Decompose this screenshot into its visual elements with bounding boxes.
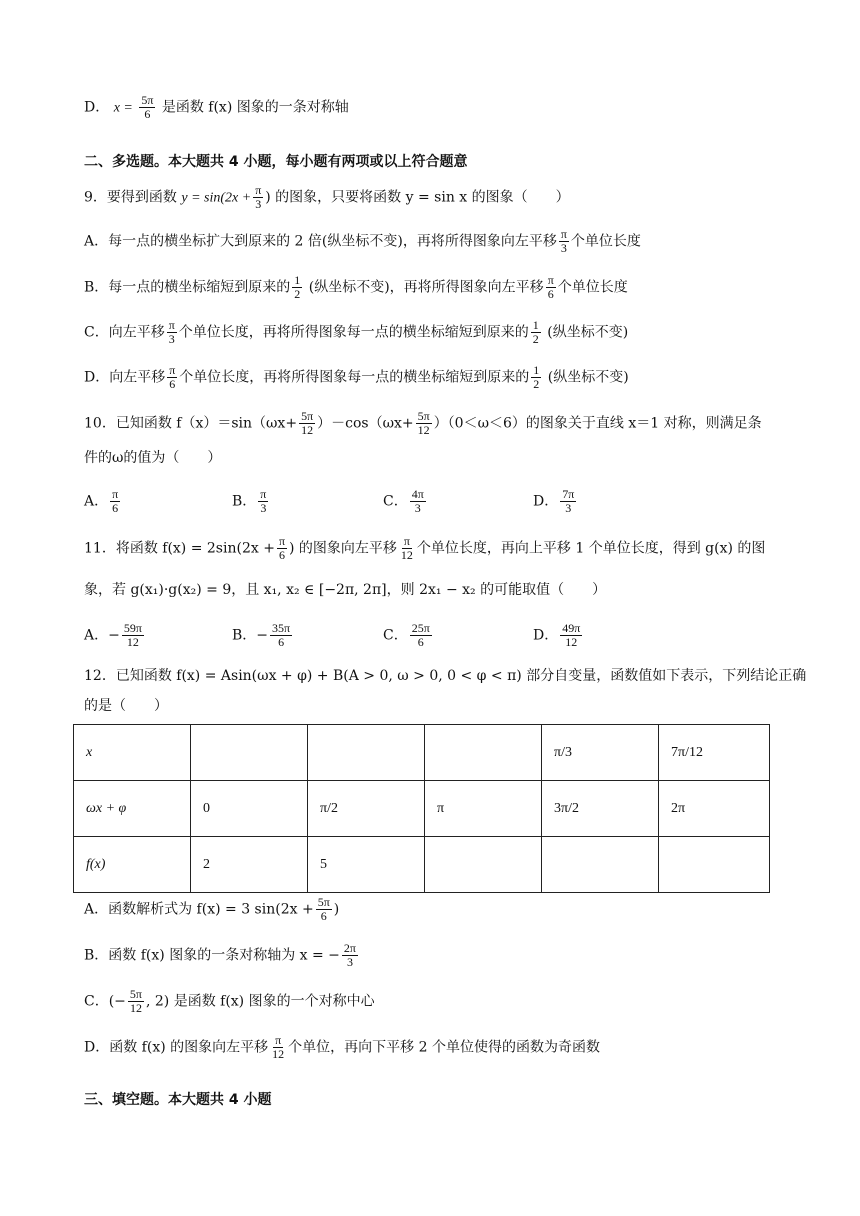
denominator: 3 xyxy=(260,501,267,515)
denominator: 2 xyxy=(294,287,301,301)
q11-stem-cont: 象，若 g(x₁)·g(x₂) = 9，且 x₁, x₂ ∈ [−2π, 2π]，则 2x₁ − x₂ 的可能取值（ ） xyxy=(84,582,607,598)
option-label: C． xyxy=(383,627,408,644)
table-row xyxy=(74,725,770,781)
table-cell: x xyxy=(74,725,191,781)
fraction xyxy=(560,488,576,515)
fraction xyxy=(399,535,415,562)
numerator: π xyxy=(560,227,567,241)
denominator: 12 xyxy=(129,1001,142,1015)
q9-option-c xyxy=(84,319,628,346)
q8-option-d xyxy=(84,94,349,121)
denominator: 2 xyxy=(533,377,540,391)
denominator: 3 xyxy=(414,501,421,515)
option-text: A．每一点的横坐标扩大到原来的 2 倍(纵坐标不变)，再将所得图象向左平移 xyxy=(84,233,557,250)
sign: − xyxy=(256,627,269,644)
denominator: 6 xyxy=(320,909,327,923)
denominator: 6 xyxy=(278,548,285,562)
fraction xyxy=(416,410,432,437)
q12-option-c xyxy=(84,988,375,1015)
fraction xyxy=(410,622,432,649)
denominator: 12 xyxy=(400,548,413,562)
table-row xyxy=(74,837,770,893)
denominator: 6 xyxy=(112,501,119,515)
q12-option-d xyxy=(84,1034,600,1061)
option-text: 个单位长度 xyxy=(557,279,628,296)
fraction xyxy=(258,488,268,515)
numerator: 5π xyxy=(417,409,430,423)
numerator: π xyxy=(278,534,285,548)
fraction xyxy=(270,1034,286,1061)
fraction xyxy=(292,274,302,301)
numerator: 4π xyxy=(411,487,424,501)
q12-option-b xyxy=(84,942,360,969)
option-label: A． xyxy=(84,493,109,510)
fraction xyxy=(167,364,177,391)
q11-option-b xyxy=(232,622,294,649)
option-text: C．向左平移 xyxy=(84,324,165,341)
math-var: x = xyxy=(113,100,133,116)
q10-option-a xyxy=(84,488,122,515)
q11-stem xyxy=(84,535,765,562)
numerator: π xyxy=(547,273,554,287)
denominator: 12 xyxy=(301,423,314,437)
denominator: 6 xyxy=(278,635,285,649)
table-cell: 7π/12 xyxy=(659,725,770,781)
numerator: π xyxy=(112,487,119,501)
fraction xyxy=(560,622,582,649)
table-row xyxy=(74,781,770,837)
section-3-title: 三、填空题。本大题共 4 小题 xyxy=(84,1092,272,1108)
numerator: π xyxy=(403,534,410,548)
q9-stem xyxy=(84,184,570,211)
section-2-title: 二、多选题。本大题共 4 小题，每小题有两项或以上符合题意 xyxy=(84,154,468,170)
q11-option-a xyxy=(84,622,146,649)
numerator: 5π xyxy=(141,93,154,107)
numerator: π xyxy=(260,487,267,501)
stem-text: ）（0＜ω＜6）的图象关于直线 x＝1 对称，则满足条 xyxy=(433,415,762,432)
fraction xyxy=(270,622,292,649)
q9-option-d xyxy=(84,364,629,391)
stem-text: ) 的图象，只要将函数 y = sin x 的图象（ ） xyxy=(265,189,570,206)
option-label: D． xyxy=(533,493,559,510)
denominator: 6 xyxy=(547,287,554,301)
fraction xyxy=(122,622,144,649)
option-label: B． xyxy=(232,493,257,510)
q9-option-a xyxy=(84,228,641,255)
q12-stem: 12．已知函数 f(x) = Asin(ωx + φ) + B(A > 0, ω > 0, 0 < φ < π) 部分自变量，函数值如下表示，下列结论正确 xyxy=(84,668,807,684)
option-text: A．函数解析式为 f(x) = 3 sin(2x + xyxy=(84,901,314,918)
q9-option-b xyxy=(84,274,628,301)
numerator: 49π xyxy=(562,621,581,635)
denominator: 12 xyxy=(565,635,578,649)
table-cell: ωx + φ xyxy=(74,781,191,837)
numerator: π xyxy=(168,318,175,332)
table-cell: π xyxy=(425,781,542,837)
numerator: 2π xyxy=(343,941,356,955)
denominator: 3 xyxy=(346,955,353,969)
option-text: D．向左平移 xyxy=(84,369,166,386)
table-cell xyxy=(659,837,770,893)
q10-option-d xyxy=(533,488,578,515)
option-text: (纵坐标不变) xyxy=(547,369,629,386)
option-text: 个单位长度 xyxy=(570,233,641,250)
numerator: 5π xyxy=(301,409,314,423)
fraction xyxy=(316,896,332,923)
fraction xyxy=(410,488,426,515)
option-text: 是函数 f(x) 图象的一条对称轴 xyxy=(161,99,349,116)
table-cell: 5 xyxy=(308,837,425,893)
q11-option-c xyxy=(383,622,434,649)
stem-text: 9．要得到函数 xyxy=(84,189,177,206)
option-label: A． xyxy=(84,627,109,644)
option-label: C． xyxy=(383,493,408,510)
q12-stem-cont: 的是（ ） xyxy=(84,698,168,714)
fraction xyxy=(531,319,541,346)
numerator: 5π xyxy=(129,987,142,1001)
q10-stem xyxy=(84,410,762,437)
option-text: B．每一点的横坐标缩短到原来的 xyxy=(84,279,291,296)
option-text: , 2) 是函数 f(x) 图象的一个对称中心 xyxy=(145,993,375,1010)
table-cell: 2 xyxy=(191,837,308,893)
table-cell: 3π/2 xyxy=(542,781,659,837)
fraction xyxy=(531,364,541,391)
math-expr: y = sin(2x + xyxy=(181,190,252,206)
numerator: 1 xyxy=(532,318,539,332)
fraction xyxy=(342,942,358,969)
denominator: 3 xyxy=(255,197,262,211)
fraction xyxy=(546,274,556,301)
denominator: 6 xyxy=(144,107,151,121)
numerator: 59π xyxy=(123,621,142,635)
option-text: 个单位长度，再将所得图象每一点的横坐标缩短到原来的 xyxy=(179,369,530,386)
numerator: π xyxy=(275,1033,282,1047)
fraction xyxy=(299,410,315,437)
stem-text: ）－cos（ωx+ xyxy=(317,415,414,432)
denominator: 2 xyxy=(532,332,539,346)
denominator: 3 xyxy=(565,501,572,515)
numerator: 5π xyxy=(317,895,330,909)
denominator: 12 xyxy=(417,423,430,437)
option-label: B． xyxy=(232,627,257,644)
table-cell: 2π xyxy=(659,781,770,837)
denominator: 12 xyxy=(126,635,139,649)
stem-text: 10．已知函数 f（x）＝sin（ωx+ xyxy=(84,415,298,432)
option-text: B．函数 f(x) 图象的一条对称轴为 x = − xyxy=(84,947,340,964)
option-text: 个单位长度，再将所得图象每一点的横坐标缩短到原来的 xyxy=(178,324,529,341)
value-table xyxy=(73,724,770,893)
fraction xyxy=(128,988,144,1015)
fraction xyxy=(167,319,177,346)
table-cell: f(x) xyxy=(74,837,191,893)
q10-option-c xyxy=(383,488,428,515)
sign: − xyxy=(108,627,120,644)
table-cell xyxy=(425,725,542,781)
option-text: D．函数 f(x) 的图象向左平移 xyxy=(84,1039,269,1056)
stem-text: 个单位长度，再向上平移 1 个单位长度，得到 g(x) 的图 xyxy=(416,540,766,557)
option-text: C．(− xyxy=(84,993,126,1010)
q10-stem-cont: 件的ω的值为（ ） xyxy=(84,450,222,466)
option-text: 个单位，再向下平移 2 个单位使得的函数为奇函数 xyxy=(288,1039,600,1056)
q10-option-b xyxy=(232,488,270,515)
denominator: 6 xyxy=(169,377,176,391)
numerator: 1 xyxy=(533,363,540,377)
fraction xyxy=(277,535,287,562)
fraction xyxy=(110,488,120,515)
table-cell xyxy=(308,725,425,781)
denominator: 3 xyxy=(168,332,175,346)
numerator: 25π xyxy=(411,621,430,635)
numerator: 1 xyxy=(294,273,301,287)
stem-text: ) 的图象向左平移 xyxy=(289,540,397,557)
table-cell: π/2 xyxy=(308,781,425,837)
numerator: 35π xyxy=(272,621,291,635)
table-cell: 0 xyxy=(191,781,308,837)
fraction xyxy=(139,94,155,121)
option-text: (纵坐标不变)，再将所得图象向左平移 xyxy=(308,279,544,296)
denominator: 12 xyxy=(272,1047,285,1061)
q12-option-a xyxy=(84,896,339,923)
option-label: D． xyxy=(533,627,559,644)
numerator: 7π xyxy=(562,487,575,501)
option-text: (纵坐标不变) xyxy=(547,324,629,341)
numerator: π xyxy=(169,363,176,377)
fraction xyxy=(253,184,263,211)
option-text: ) xyxy=(333,901,340,918)
denominator: 3 xyxy=(560,241,567,255)
numerator: π xyxy=(255,183,262,197)
table-cell xyxy=(425,837,542,893)
table-cell: π/3 xyxy=(542,725,659,781)
fraction xyxy=(559,228,569,255)
table-cell xyxy=(542,837,659,893)
q11-option-d xyxy=(533,622,584,649)
stem-text: 11．将函数 f(x) = 2sin(2x + xyxy=(84,540,275,557)
option-label: D． xyxy=(84,99,110,116)
denominator: 6 xyxy=(417,635,424,649)
table-cell xyxy=(191,725,308,781)
